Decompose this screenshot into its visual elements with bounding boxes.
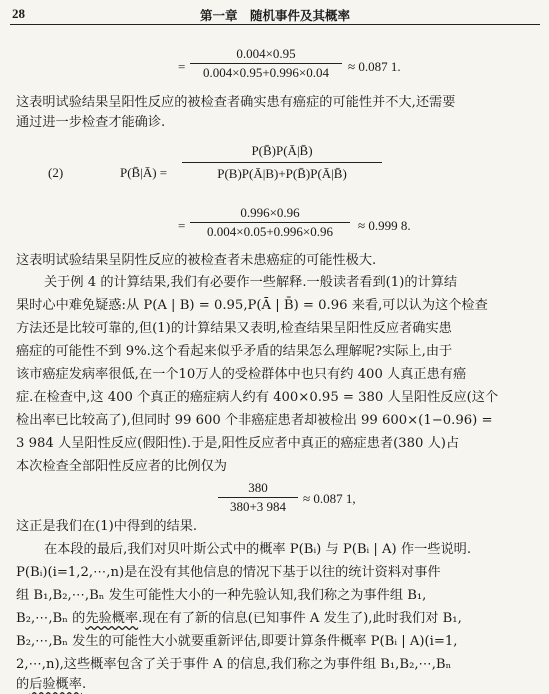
- line-text: .现在有了新的信息(已知事件 A 发生了),此时我们对 B₁,: [138, 611, 462, 626]
- paragraph-line: 方法还是比较可靠的,但(1)的计算结果又表明,检查结果呈阳性反应者确实患: [16, 321, 452, 336]
- chapter-title: 第一章 随机事件及其概率: [200, 8, 351, 23]
- eq2-fraction: [182, 141, 382, 184]
- eq2-denominator: P(B)P(Ā|B)+P(B̄)P(Ā|B̄): [217, 166, 347, 181]
- posterior-probability-term: 后验概率: [29, 677, 82, 692]
- paragraph-line: P(Bᵢ)(i=1,2,⋯,n)是在没有其他信息的情况下基于以往的统计资料对事件: [16, 565, 441, 580]
- line-text: 的: [16, 677, 30, 692]
- paragraph-line: 这表明试验结果呈阴性反应的被检查者未患癌症的可能性极大.: [16, 253, 377, 268]
- eq1-numerator: 0.004×0.95: [236, 46, 296, 61]
- eq2-label: (2): [48, 165, 64, 180]
- paragraph-line: 这正是我们在(1)中得到的结果.: [16, 519, 198, 534]
- prior-probability-term: 先验概率: [85, 611, 139, 626]
- header-rule: [10, 24, 540, 25]
- paragraph-line: 癌症的可能性不到 9%.这个看起来似乎矛盾的结果怎么理解呢?实际上,由于: [16, 344, 453, 359]
- eq2-numerator: P(B̄)P(Ā|B̄): [251, 143, 313, 158]
- eq1-fraction: [190, 46, 342, 81]
- eq2-equals: =: [178, 218, 186, 233]
- eq3-denominator: 380+3 984: [229, 499, 287, 514]
- paragraph-line: 通过进一步检查才能确诊.: [16, 115, 166, 130]
- paragraph-line: 组 B₁,B₂,⋯,Bₙ 发生可能性大小的一种先验认知,我们称之为事件组 B₁,: [16, 588, 427, 603]
- eq3-fraction: [218, 480, 298, 515]
- eq2-denominator-2: 0.004×0.05+0.996×0.96: [207, 224, 333, 239]
- page-number: 28: [12, 6, 25, 21]
- paragraph-line: 该市癌症发病率很低,在一个10万人的受检群体中也只有约 400 人真正患有癌: [16, 367, 467, 382]
- paragraph-line: [16, 676, 86, 694]
- eq1-result: ≈ 0.087 1.: [348, 59, 401, 74]
- eq1-equals: =: [178, 59, 186, 74]
- fraction-bar: [190, 63, 342, 64]
- eq3-numerator: 380: [248, 480, 268, 495]
- paragraph-line: 本次检查全部阳性反应者的比例仅为: [16, 459, 227, 474]
- fraction-bar: [182, 162, 382, 163]
- paragraph-line: 3 984 人呈阳性反应(假阳性).于是,阳性反应者中真正的癌症患者(380 人)占: [16, 436, 460, 451]
- line-text: .: [81, 677, 87, 692]
- paragraph-line: 在本段的最后,我们对贝叶斯公式中的概率 P(Bᵢ) 与 P(Bᵢ | A) 作一些说明.: [44, 542, 472, 557]
- eq2-fraction-2: [190, 205, 350, 240]
- paragraph-line: 检出率已比较高了),但同时 99 600 个非癌症患者却被检出 99 600×(1−0.96) =: [16, 413, 493, 428]
- fraction-bar: [190, 222, 350, 223]
- paragraph-line: B₂,⋯,Bₙ 发生的可能性大小就要重新评估,即要计算条件概率 P(Bᵢ | A)(i=1,: [16, 634, 458, 649]
- paragraph-line: 症.在检查中,这 400 个真正的癌症病人约有 400×0.95 = 380 人呈阳性反应(这个: [16, 390, 499, 405]
- eq2-lhs: P(B̄|Ā) =: [120, 165, 168, 180]
- fraction-bar: [218, 497, 298, 498]
- eq1-denominator: 0.004×0.95+0.996×0.04: [203, 65, 329, 80]
- eq2-numerator-2: 0.996×0.96: [240, 205, 300, 220]
- page-header: [0, 0, 549, 26]
- paragraph-line: 这表明试验结果呈阳性反应的被检查者确实患有癌症的可能性并不大,还需要: [16, 95, 456, 110]
- line-text: B₂,⋯,Bₙ 的: [16, 611, 86, 626]
- eq3-result: ≈ 0.087 1,: [303, 491, 356, 506]
- paragraph-line: 果时心中难免疑惑:从 P(A | B) = 0.95,P(Ā | B̄) = 0.96 来看,可以认为这个检查: [16, 298, 488, 313]
- paragraph-line: 2,⋯,n),这些概率包含了关于事件 A 的信息,我们称之为事件组 B₁,B₂,⋯,Bₙ: [16, 657, 452, 672]
- paragraph-line: 关于例 4 的计算结果,我们有必要作一些解释.一般读者看到(1)的计算结: [44, 275, 458, 290]
- paragraph-line: [16, 610, 462, 628]
- eq2-result: ≈ 0.999 8.: [358, 218, 411, 233]
